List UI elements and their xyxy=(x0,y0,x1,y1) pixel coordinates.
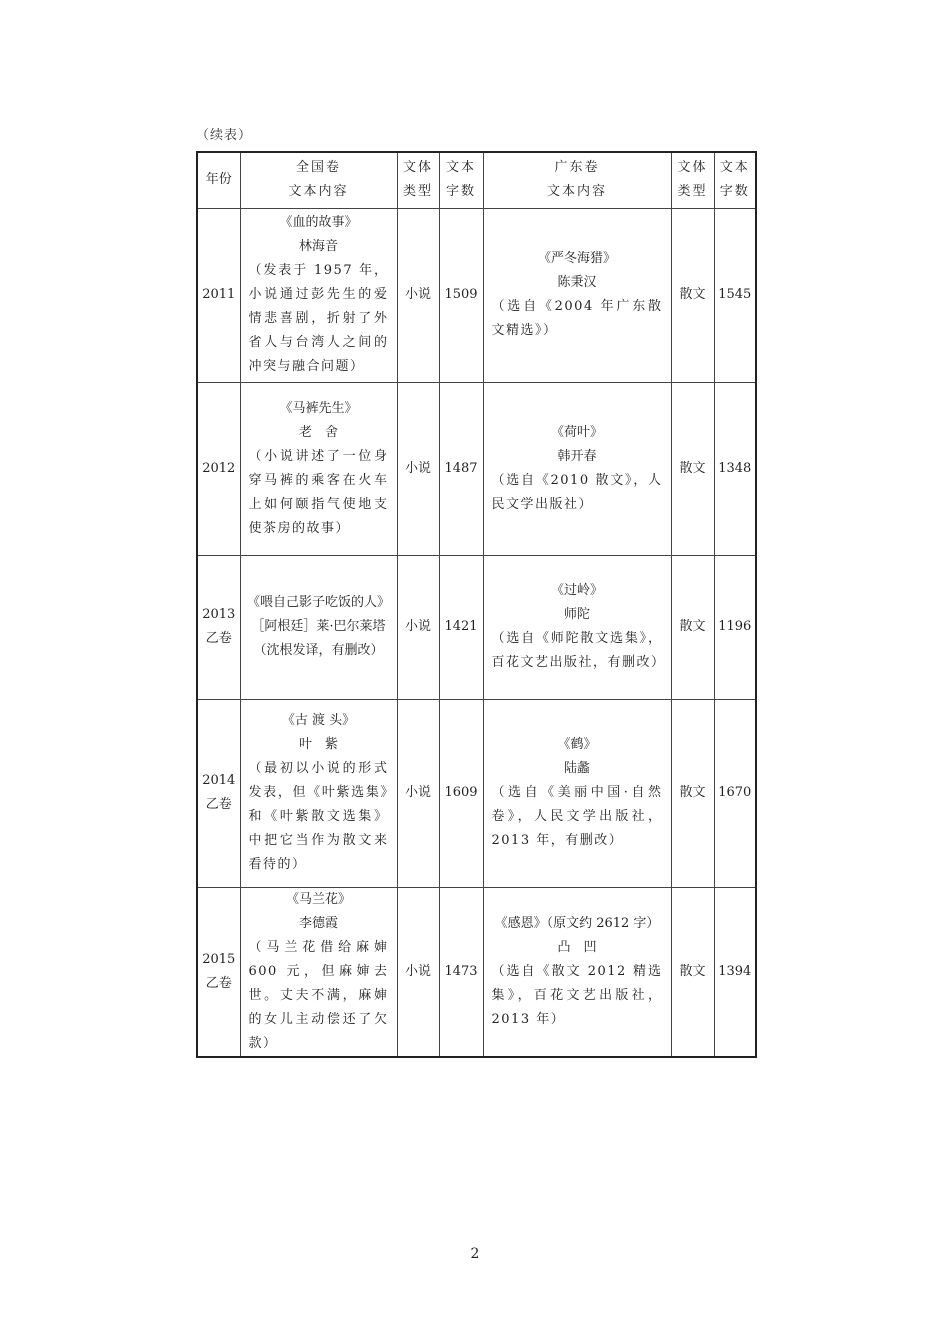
table-row xyxy=(197,382,756,555)
national-text-cell xyxy=(240,699,397,887)
year-cell: 2015 乙卷 xyxy=(197,887,240,1057)
work-title: 《喂自己影子吃饭的人》 xyxy=(246,595,390,610)
work-note: （小说讲述了一位身穿马裤的乘客在火车上如何颐指气使地支使茶房的故事） xyxy=(248,448,389,536)
guangdong-count-cell: 1196 xyxy=(714,555,756,699)
work-title: 《感恩》（原文约 2612 字） xyxy=(494,915,660,931)
header-guangdong: 广东卷 文本内容 xyxy=(483,152,671,208)
guangdong-type-cell: 散文 xyxy=(671,699,714,887)
header-year: 年份 xyxy=(197,152,240,208)
work-author: 凸 凹 xyxy=(557,939,597,955)
work-title: 《马兰花》 xyxy=(285,891,351,907)
table-row xyxy=(197,699,756,887)
guangdong-type-cell: 散文 xyxy=(671,555,714,699)
work-note: （选自《散文 2012 精选集》，百花文艺出版社，2013 年） xyxy=(491,963,663,1027)
work-title: 《血的故事》 xyxy=(279,215,358,230)
national-text-cell xyxy=(240,555,397,699)
work-title: 《鹤》 xyxy=(557,737,597,752)
work-author: 林海音 xyxy=(298,239,338,254)
year-cell: 2014 乙卷 xyxy=(197,699,240,887)
table-caption: （续表） xyxy=(196,128,253,143)
national-type-cell: 小说 xyxy=(397,699,439,887)
guangdong-text-cell xyxy=(483,382,671,555)
work-note: （选自《美丽中国·自然卷》，人民文学出版社，2013 年，有删改） xyxy=(491,785,663,848)
work-author: 老 舍 xyxy=(298,424,338,440)
header-type: 文体 类型 xyxy=(397,152,439,208)
guangdong-count-cell: 1670 xyxy=(714,699,756,887)
work-author: 陈秉汉 xyxy=(557,275,597,290)
work-title: 《马裤先生》 xyxy=(279,400,358,416)
national-type-cell: 小说 xyxy=(397,382,439,555)
guangdong-text-cell xyxy=(483,887,671,1057)
table-row xyxy=(197,887,756,1057)
work-title: 《严冬海猎》 xyxy=(537,251,616,266)
year-cell: 2012 xyxy=(197,382,240,555)
year-cell: 2011 xyxy=(197,208,240,382)
national-type-cell: 小说 xyxy=(397,208,439,382)
header-type2: 文体 类型 xyxy=(671,152,714,208)
guangdong-text-cell xyxy=(483,699,671,887)
work-author: 韩开春 xyxy=(557,448,597,464)
work-title: 《过岭》 xyxy=(550,583,603,598)
guangdong-text-cell xyxy=(483,208,671,382)
header-national: 全国卷 文本内容 xyxy=(240,152,397,208)
guangdong-type-cell: 散文 xyxy=(671,382,714,555)
table-row xyxy=(197,555,756,699)
comparison-table xyxy=(196,151,757,1058)
national-count-cell: 1509 xyxy=(439,208,483,382)
work-note: （马兰花借给麻婶 600 元，但麻婶去世。丈夫不满，麻婶的女儿主动偿还了欠款） xyxy=(248,939,389,1051)
work-author: 师陀 xyxy=(563,607,590,622)
national-text-cell xyxy=(240,887,397,1057)
national-text-cell xyxy=(240,208,397,382)
work-title: 《古 渡 头》 xyxy=(281,713,356,728)
work-note: （选自《2004 年广东散文精选》） xyxy=(491,299,663,338)
work-author: 陆蠡 xyxy=(563,761,590,776)
national-type-cell: 小说 xyxy=(397,555,439,699)
work-author: 叶 紫 xyxy=(298,737,338,752)
guangdong-count-cell: 1545 xyxy=(714,208,756,382)
page-number: 2 xyxy=(470,1246,480,1262)
header-count2: 文本 字数 xyxy=(714,152,756,208)
work-note: （选自《师陀散文选集》，百花文艺出版社，有删改） xyxy=(491,631,666,670)
year-cell: 2013 乙卷 xyxy=(197,555,240,699)
guangdong-count-cell: 1394 xyxy=(714,887,756,1057)
work-author: ［阿根廷］莱·巴尔莱塔 xyxy=(251,619,386,634)
national-count-cell: 1487 xyxy=(439,382,483,555)
work-note: （沈根发译，有删改） xyxy=(253,643,384,658)
work-note: （选自《2010 散文》，人民文学出版社） xyxy=(491,472,663,512)
work-title: 《荷叶》 xyxy=(550,424,603,440)
national-text-cell xyxy=(240,382,397,555)
national-count-cell: 1473 xyxy=(439,887,483,1057)
table-row xyxy=(197,208,756,382)
guangdong-type-cell: 散文 xyxy=(671,208,714,382)
work-author: 李德霞 xyxy=(298,915,338,931)
work-note: （发表于 1957 年，小说通过彭先生的爱情悲喜剧，折射了外省人与台湾人之间的冲突与融合问题） xyxy=(248,263,389,374)
national-type-cell: 小说 xyxy=(397,887,439,1057)
guangdong-text-cell xyxy=(483,555,671,699)
guangdong-count-cell: 1348 xyxy=(714,382,756,555)
guangdong-type-cell: 散文 xyxy=(671,887,714,1057)
work-note: （最初以小说的形式发表，但《叶紫选集》和《叶紫散文选集》中把它当作为散文来看待的） xyxy=(248,761,389,872)
header-count: 文本 字数 xyxy=(439,152,483,208)
header-row xyxy=(197,152,756,208)
national-count-cell: 1609 xyxy=(439,699,483,887)
national-count-cell: 1421 xyxy=(439,555,483,699)
